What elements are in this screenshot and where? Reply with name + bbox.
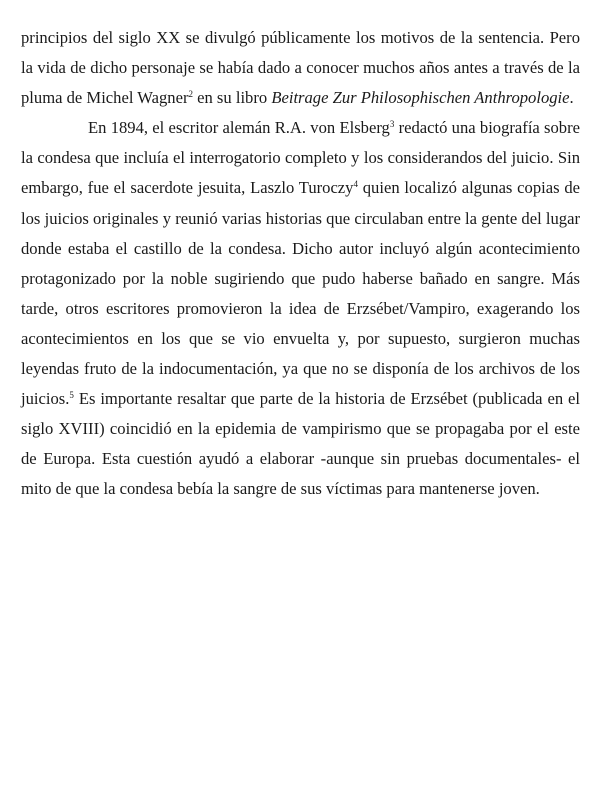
footnote-marker-5: 5: [69, 390, 74, 401]
footnote-marker-2: 2: [188, 89, 193, 100]
footnote-marker-4: 4: [353, 179, 358, 190]
paragraph-1-text-a: principios del siglo XX se divulgó públicamente los motivos de la sentencia. Pero la vida de dicho personaje se había dado a conocer muchos años antes a través de la pluma de Michel Wagner: [21, 28, 580, 108]
paragraph-2-text-c: quien localizó algunas copias de los juicios originales y reunió varias historias que circulaban entre la gente del lugar donde estaba el castillo de la condesa. Dicho autor incluyó algún acontecimiento protagonizado por la noble sugiriendo que pudo haberse bañado en sangre. Más tarde, otros escritores promovieron la idea de Erzsébet/Vampiro, exagerando los acontecimientos en los que se vio envuelta y, por supuesto, surgieron muchas leyendas fruto de la indocumentación, ya que no se disponía de los archivos de los juicios.: [21, 178, 581, 409]
book-title: Beitrage Zur Philosophischen Anthropologie: [271, 88, 570, 108]
paragraph-1: [21, 23, 580, 113]
paragraph-2-text-b: redactó una biografía sobre la condesa que incluía el interrogatorio completo y los considerandos del juicio. Sin embargo, fue el sacerdote jesuita, Laszlo Turoczy: [21, 118, 580, 198]
paragraph-1-text-c: .: [569, 88, 574, 108]
footnote-marker-3: 3: [389, 119, 395, 130]
document-page: [21, 23, 580, 505]
paragraph-2-text-a: En 1894, el escritor alemán R.A. von Elsberg: [88, 118, 390, 138]
paragraph-2-text-d: Es importante resaltar que parte de la historia de Erzsébet (publicada en el siglo XVIII) coincidió en la epidemia de vampirismo que se propagaba por el este de Europa. Esta cuestión ayudó a elaborar -aunque sin pruebas documentales- el mito de que la condesa bebía la sangre de sus víctimas para mantenerse joven.: [21, 389, 580, 499]
paragraph-1-text-b: en su libro: [192, 88, 272, 108]
paragraph-2: [21, 113, 580, 504]
